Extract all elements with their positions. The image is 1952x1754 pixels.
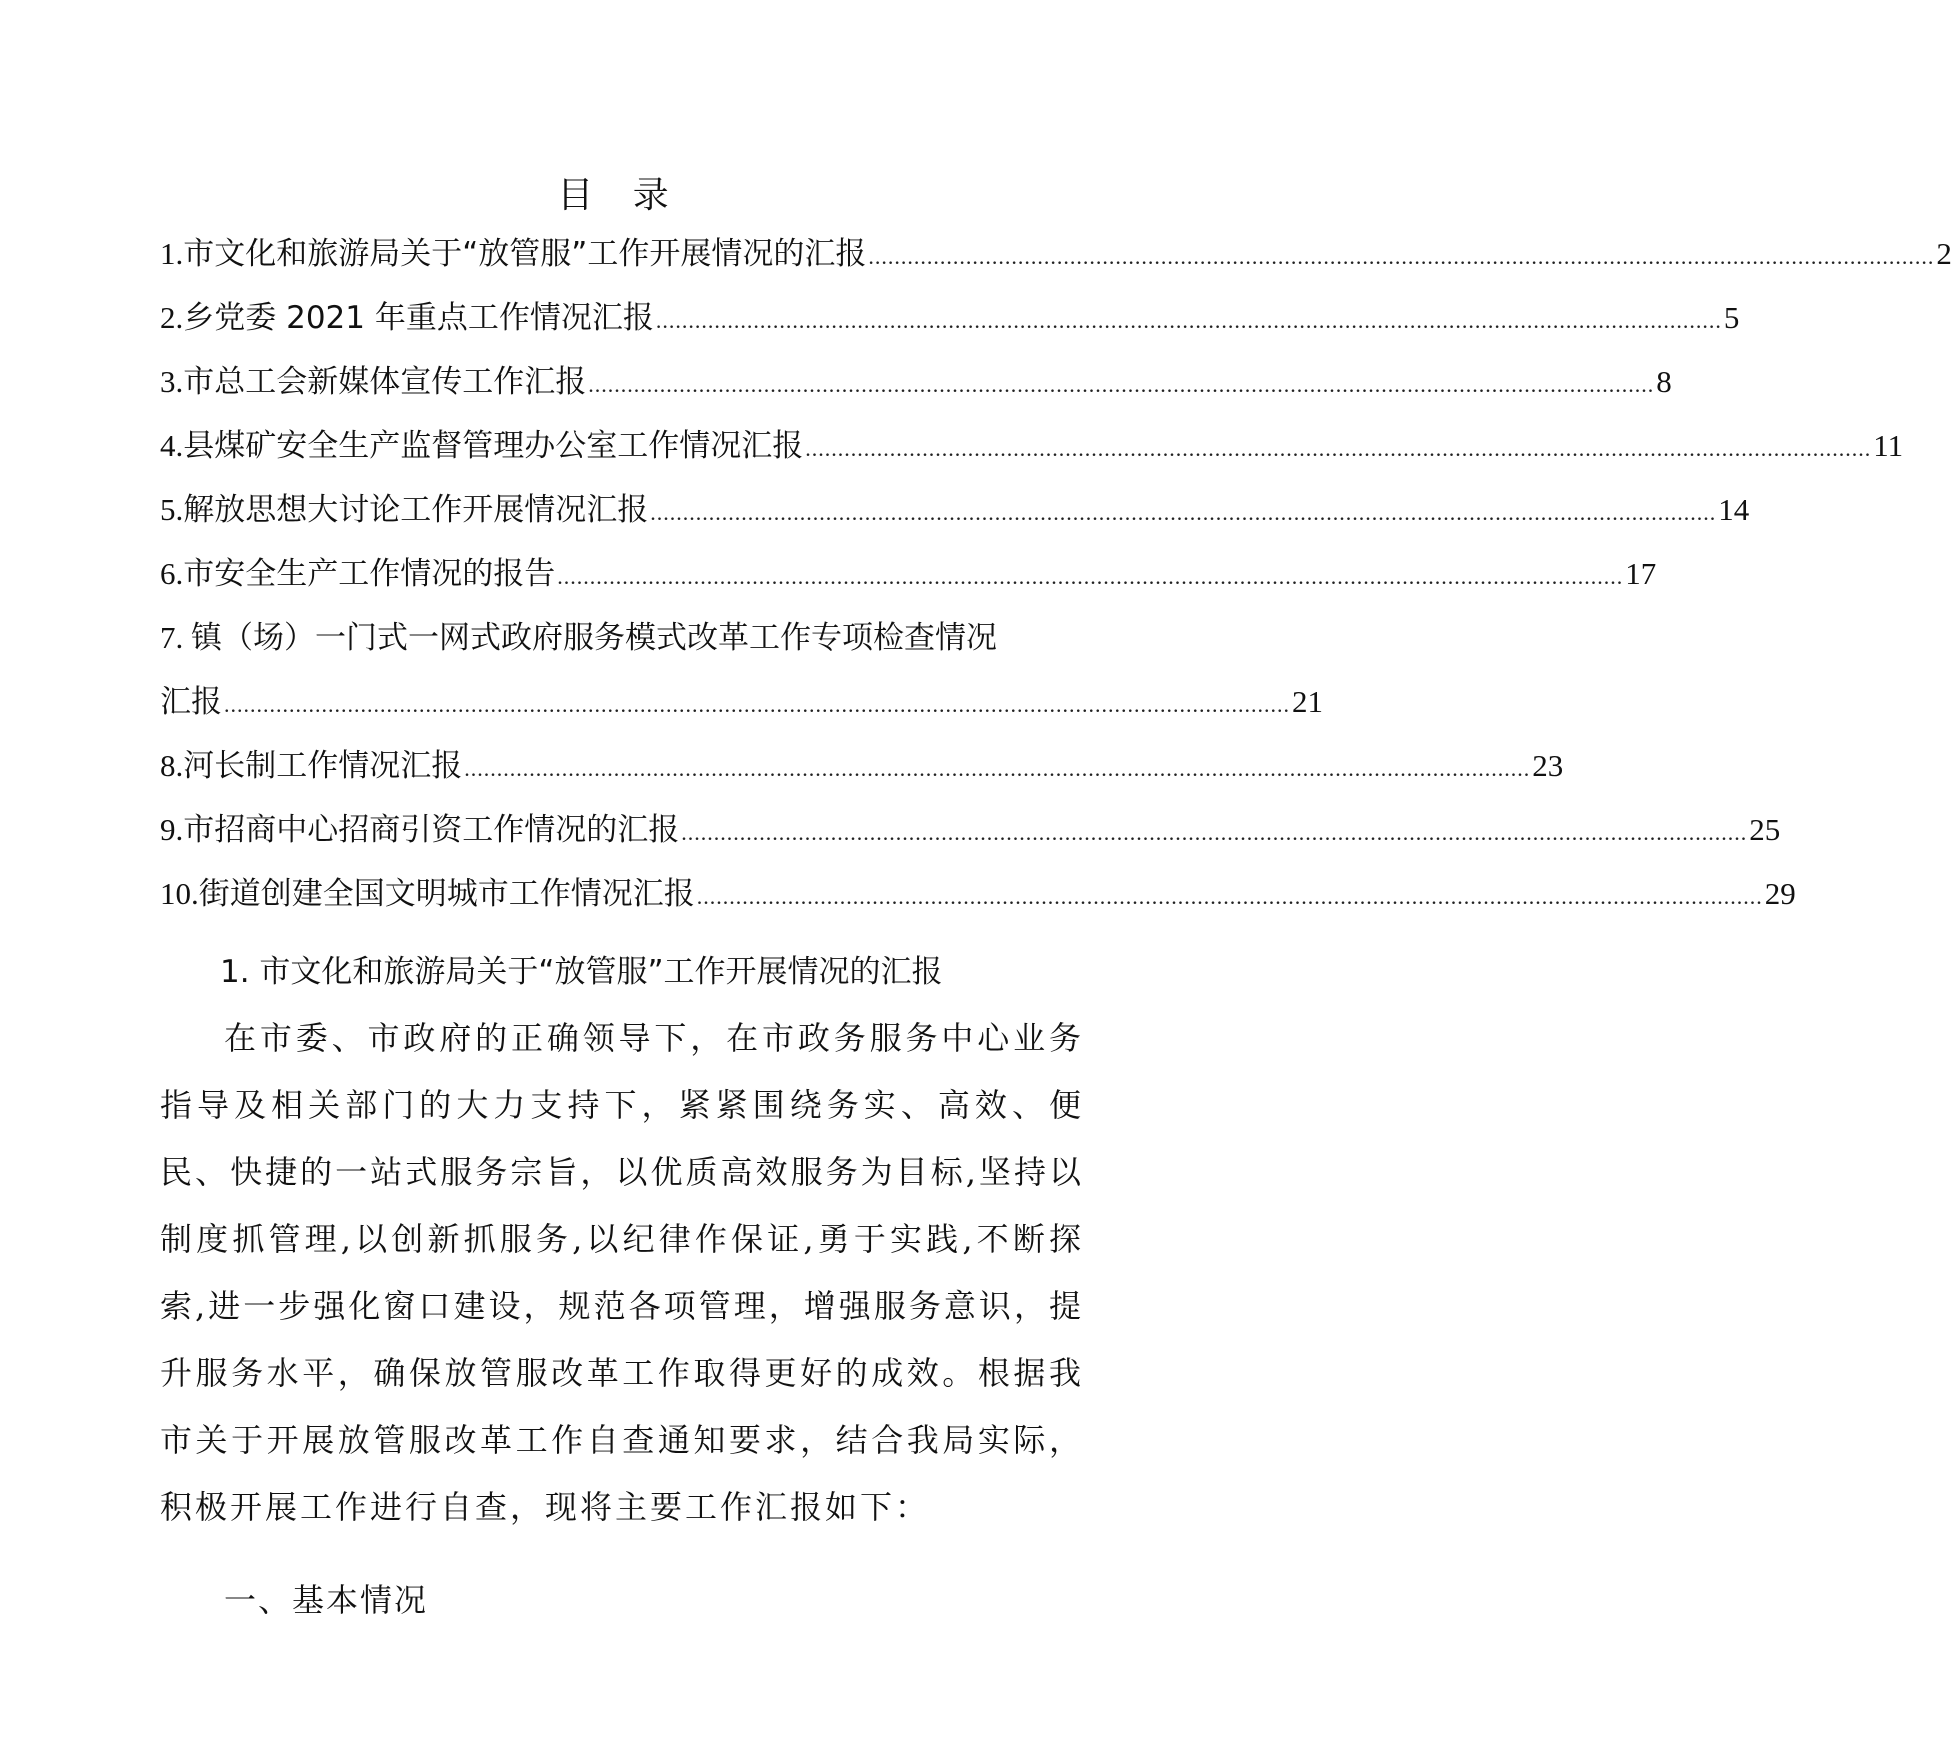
toc-leader-dots: .................................................................................................................................................................... [655, 308, 1722, 333]
toc-leader-dots: .................................................................................................................................................................... [588, 372, 1655, 397]
toc-item-title: 市招商中心招商引资工作情况的汇报 [183, 812, 680, 848]
table-of-contents [160, 222, 1952, 926]
toc-item-title: 市文化和旅游局关于“放管服”工作开展情况的汇报 [183, 236, 867, 272]
toc-leader-dots: .................................................................................................................................................................... [805, 436, 1872, 461]
toc-item-title: 市总工会新媒体宣传工作汇报 [183, 364, 587, 400]
toc-item-title: 河长制工作情况汇报 [183, 748, 463, 784]
body-paragraph: 在市委、市政府的正确领导下，在市政务服务中心业务指导及相关部门的大力支持下，紧紧围绕务实、高效、便民、快捷的一站式服务宗旨，以优质高效服务为目标,坚持以制度抓管理,以创新抓服务,以纪律作保证,勇于实践,不断探索,进一步强化窗口建设，规范各项管理，增强服务意识，提升服务水平，确保放管服改革工作取得更好的成效。根据我市关于开展放管服改革工作自查通知要求，结合我局实际，积极开展工作进行自查，现将主要工作汇报如下： [160, 1019, 1084, 1526]
toc-item-number: 1. [160, 236, 184, 271]
toc-item-number: 6. [160, 556, 184, 591]
toc-item-title: 县煤矿安全生产监督管理办公室工作情况汇报 [183, 428, 804, 464]
toc-item-page: 8 [1656, 364, 1672, 399]
toc-item-7-continuation[interactable] [160, 670, 1323, 734]
toc-item-10[interactable] [160, 862, 1796, 926]
toc-item-number: 7. [160, 620, 191, 655]
toc-item-page: 5 [1723, 300, 1740, 335]
toc-item-page: 14 [1718, 492, 1750, 527]
toc-item-number: 4. [160, 428, 184, 463]
toc-title: 目 录 [557, 175, 683, 216]
section-heading: 1. 市文化和旅游局关于“放管服”工作开展情况的汇报 [220, 954, 943, 990]
toc-item-4[interactable] [160, 414, 1904, 478]
toc-item-page: 23 [1532, 748, 1564, 783]
toc-item-title: 街道创建全国文明城市工作情况汇报 [198, 876, 695, 912]
toc-item-number: 3. [160, 364, 184, 399]
toc-item-number: 5. [160, 492, 184, 527]
toc-leader-dots: .................................................................................................................................................................... [681, 820, 1748, 845]
toc-item-1[interactable] [160, 222, 1952, 286]
toc-item-page: 29 [1764, 876, 1796, 911]
toc-leader-dots: .................................................................................................................................................................... [868, 244, 1935, 269]
toc-leader-dots: .................................................................................................................................................................... [650, 500, 1717, 525]
toc-item-8[interactable] [160, 734, 1564, 798]
toc-item-page: 21 [1292, 684, 1323, 719]
toc-item-page: 2 [1936, 236, 1952, 271]
toc-item-6[interactable] [160, 542, 1657, 606]
toc-leader-dots: .................................................................................................................................................................... [224, 692, 1290, 717]
toc-item-title: 解放思想大讨论工作开展情况汇报 [183, 492, 649, 528]
toc-item-number: 10. [160, 876, 199, 911]
toc-item-title: 镇（场）一门式一网式政府服务模式改革工作专项检查情况 [191, 620, 997, 656]
toc-item-page: 17 [1625, 556, 1657, 591]
subheading: 一、基本情况 [224, 1581, 429, 1619]
toc-item-title: 乡党委 2021 年重点工作情况汇报 [183, 300, 654, 336]
toc-item-number: 2. [160, 300, 184, 335]
toc-leader-dots: .................................................................................................................................................................... [696, 884, 1763, 909]
toc-item-9[interactable] [160, 798, 1781, 862]
toc-item-page: 25 [1749, 812, 1781, 847]
toc-item-number: 9. [160, 812, 184, 847]
toc-item-number: 8. [160, 748, 184, 783]
toc-item-title-continuation: 汇报 [160, 684, 222, 720]
toc-item-title: 市安全生产工作情况的报告 [183, 556, 556, 592]
toc-item-2[interactable] [160, 286, 1740, 350]
toc-item-7[interactable] [160, 606, 1084, 670]
toc-leader-dots: .................................................................................................................................................................... [557, 564, 1624, 589]
toc-item-5[interactable] [160, 478, 1750, 542]
toc-leader-dots: .................................................................................................................................................................... [464, 756, 1531, 781]
toc-item-page: 11 [1873, 428, 1904, 463]
toc-item-3[interactable] [160, 350, 1672, 414]
